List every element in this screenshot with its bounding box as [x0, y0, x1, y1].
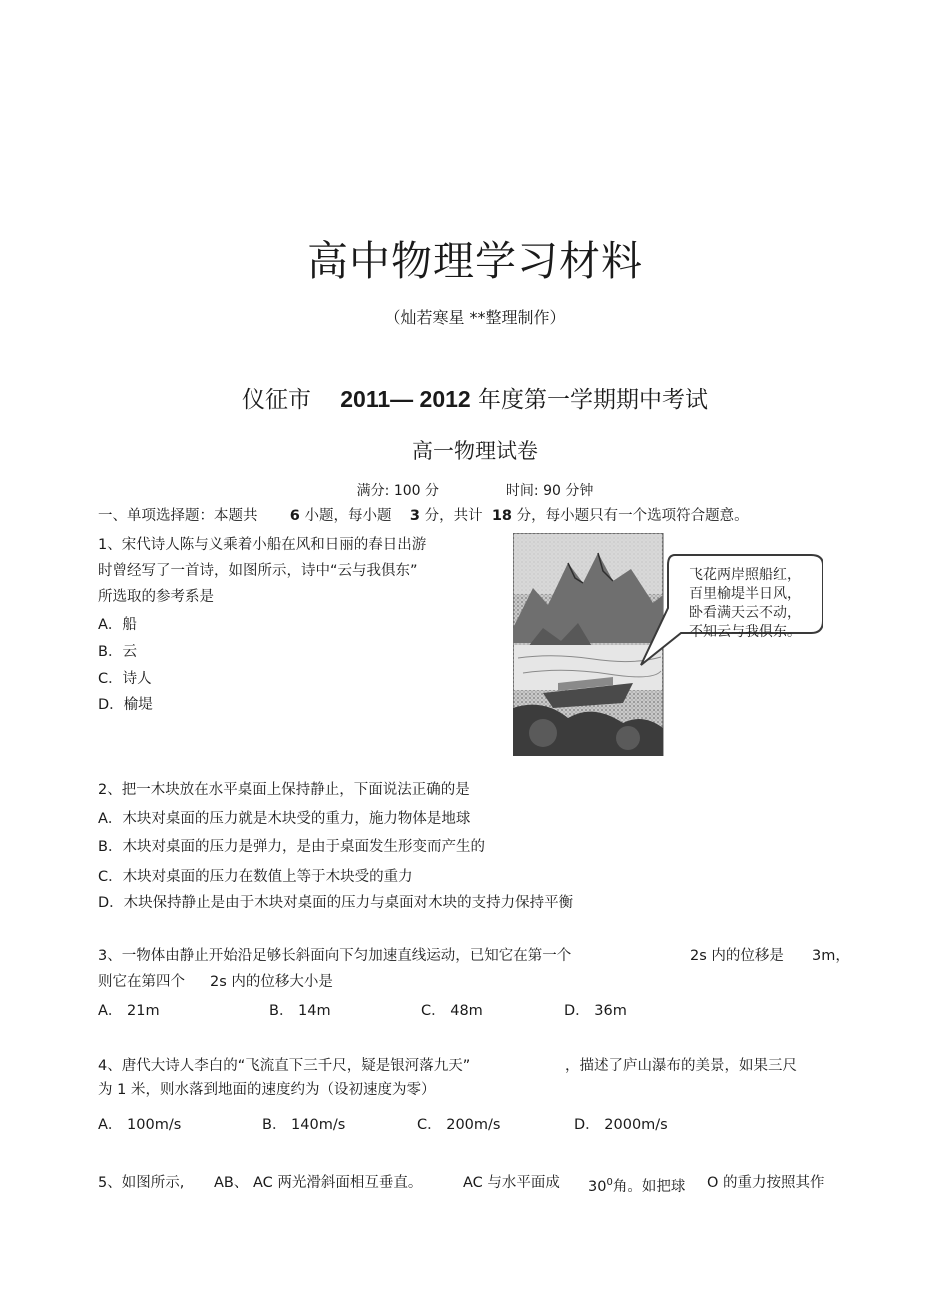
q4-option-a: A． 100m/s [98, 1117, 182, 1133]
poem-line-1: 飞花两岸照船红， [689, 567, 801, 583]
maker-note: （灿若寒星 **整理制作） [384, 308, 566, 327]
poem-line-3: 卧看满天云不动， [689, 605, 801, 621]
q1-option-d: D．榆堤 [98, 697, 153, 713]
q1-figure [513, 533, 823, 756]
q3-stem-line2b: 2s 内的位移大小是 [210, 974, 333, 990]
q2-option-a: A．木块对桌面的压力就是木块受的重力，施力物体是地球 [98, 811, 471, 827]
q5-angle: 30 [588, 1178, 607, 1195]
exam-suffix: 年度第一学期期中考试 [478, 387, 708, 413]
section-text-3: 分，共计 [424, 508, 483, 524]
q1-stem-line3: 所选取的参考系是 [98, 589, 214, 605]
section-text-1: 一、单项选择题：本题共 [98, 508, 258, 524]
q4-stem-line1a: 4、唐代大诗人李白的“飞流直下三千尺，疑是银河落九天” [98, 1058, 471, 1074]
q2-option-c: C．木块对桌面的压力在数值上等于木块受的重力 [98, 869, 413, 885]
section-count: 6 [289, 508, 300, 524]
full-score: 满分: 100 分 [356, 483, 439, 499]
q5-stem-d [588, 1173, 685, 1197]
q1-stem-line1: 1、宋代诗人陈与义乘着小船在风和日丽的春日出游 [98, 537, 427, 553]
subject-title: 高一物理试卷 [412, 439, 538, 463]
q5-stem-a: 5、如图所示, [98, 1175, 185, 1191]
poem-line-2: 百里榆堤半日风， [689, 586, 801, 602]
exam-time: 时间: 90 分钟 [505, 483, 594, 499]
q3-stem-line1a: 3、一物体由静止开始沿足够长斜面向下匀加速直线运动，已知它在第一个 [98, 948, 572, 964]
q1-option-c: C．诗人 [98, 671, 152, 687]
exam-title [0, 381, 950, 414]
landscape-illustration [513, 533, 823, 756]
section-text-2: 小题，每小题 [304, 508, 392, 524]
section-heading [98, 506, 749, 526]
q1-option-b: B．云 [98, 644, 137, 660]
q4-stem-line2: 为 1 米，则水落到地面的速度约为（设初速度为零） [98, 1082, 436, 1098]
page-title: 高中物理学习材料 [307, 237, 643, 285]
q4-option-b: B． 140m/s [262, 1117, 346, 1133]
q5-stem-f: O 的重力按照其作 [707, 1175, 825, 1191]
q3-stem-line1c: 3m， [812, 948, 850, 964]
q2-option-d: D．木块保持静止是由于木块对桌面的压力与桌面对木块的支持力保持平衡 [98, 895, 574, 911]
q4-option-d: D． 2000m/s [574, 1117, 668, 1133]
exam-meta [0, 480, 950, 500]
q1-option-a: A．船 [98, 617, 137, 633]
q3-option-c: C． 48m [421, 1003, 483, 1019]
q3-stem-line1b: 2s 内的位移是 [690, 948, 784, 964]
q3-option-d: D． 36m [564, 1003, 627, 1019]
exam-prefix: 仪征市 [241, 387, 311, 413]
q4-option-c: C． 200m/s [417, 1117, 501, 1133]
q5-stem-e: 角。如把球 [612, 1178, 686, 1195]
section-total: 18 [491, 508, 513, 524]
q3-stem-line2a: 则它在第四个 [98, 974, 185, 990]
q3-option-a: A． 21m [98, 1003, 160, 1019]
q4-stem-line1b: ，描述了庐山瀑布的美景，如果三尺 [565, 1058, 797, 1074]
section-text-4: 分，每小题只有一个选项符合题意。 [516, 508, 749, 524]
q5-degree: 0 [606, 1177, 613, 1188]
q1-stem-line2: 时曾经写了一首诗，如图所示，诗中“云与我俱东” [98, 563, 418, 579]
q3-option-b: B． 14m [269, 1003, 331, 1019]
q5-stem-c: AC 与水平面成 [463, 1175, 560, 1191]
q2-stem: 2、把一木块放在水平桌面上保持静止，下面说法正确的是 [98, 782, 470, 798]
section-each: 3 [409, 508, 420, 524]
q5-stem-b: AB、 AC 两光滑斜面相互垂直。 [214, 1175, 423, 1191]
poem-line-4: 不知云与我俱东。 [689, 624, 801, 640]
q2-option-b: B．木块对桌面的压力是弹力，是由于桌面发生形变而产生的 [98, 839, 485, 855]
exam-years: 2011— 2012 [340, 386, 471, 412]
